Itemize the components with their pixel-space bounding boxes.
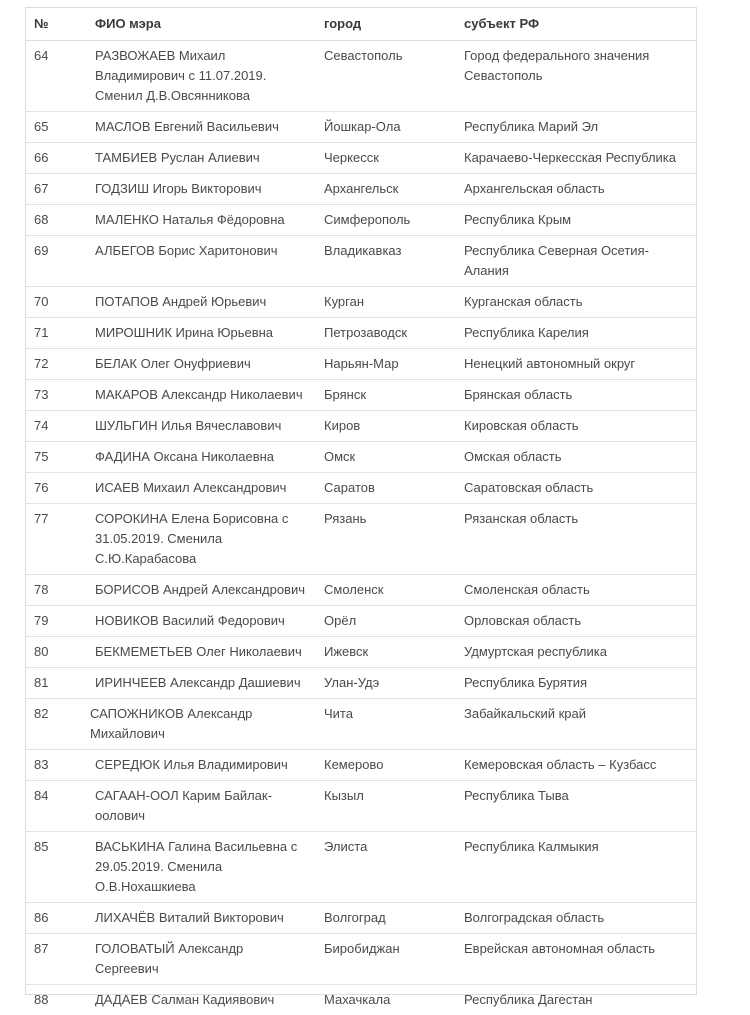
cell-name: МАСЛОВ Евгений Васильевич [87,112,316,143]
table-row [26,668,696,699]
cell-subject: Кировская область [456,411,696,442]
header-num: № [26,8,87,41]
cell-num: 66 [26,143,87,174]
cell-subject: Саратовская область [456,473,696,504]
cell-name: МИРОШНИК Ирина Юрьевна [87,318,316,349]
cell-num: 69 [26,236,87,287]
cell-subject: Омская область [456,442,696,473]
table-header [26,8,696,41]
cell-name: СОРОКИНА Елена Борисовна с 31.05.2019. Сменила С.Ю.Карабасова [87,504,316,575]
cell-name: БЕКМЕМЕТЬЕВ Олег Николаевич [87,637,316,668]
cell-city: Смоленск [316,575,456,606]
cell-num: 84 [26,781,87,832]
cell-name: АЛБЕГОВ Борис Харитонович [87,236,316,287]
cell-city: Омск [316,442,456,473]
header-row [26,8,696,41]
cell-name: ИРИНЧЕЕВ Александр Дашиевич [87,668,316,699]
cell-city: Йошкар-Ола [316,112,456,143]
cell-name: МАЛЕНКО Наталья Фёдоровна [87,205,316,236]
cell-name: ЛИХАЧЁВ Виталий Викторович [87,903,316,934]
cell-subject: Республика Тыва [456,781,696,832]
cell-city: Улан-Удэ [316,668,456,699]
cell-subject: Республика Дагестан [456,985,696,1015]
cell-city: Орёл [316,606,456,637]
table-row [26,143,696,174]
cell-city: Волгоград [316,903,456,934]
cell-name: ФАДИНА Оксана Николаевна [87,442,316,473]
cell-num: 80 [26,637,87,668]
cell-city: Биробиджан [316,934,456,985]
header-subject: субъект РФ [456,8,696,41]
header-city: город [316,8,456,41]
cell-city: Черкесск [316,143,456,174]
table-row [26,575,696,606]
mayors-table [26,8,696,1015]
cell-num: 86 [26,903,87,934]
cell-city: Чита [316,699,456,750]
cell-subject: Еврейская автономная область [456,934,696,985]
cell-name: ГОЛОВАТЫЙ Александр Сергеевич [87,934,316,985]
cell-city: Элиста [316,832,456,903]
table-row [26,236,696,287]
cell-name: БЕЛАК Олег Онуфриевич [87,349,316,380]
cell-subject: Республика Бурятия [456,668,696,699]
cell-city: Владикавказ [316,236,456,287]
cell-name: ШУЛЬГИН Илья Вячеславович [87,411,316,442]
cell-num: 88 [26,985,87,1015]
cell-num: 64 [26,41,87,112]
cell-subject: Кемеровская область – Кузбасс [456,750,696,781]
cell-num: 70 [26,287,87,318]
cell-num: 74 [26,411,87,442]
cell-subject: Рязанская область [456,504,696,575]
cell-city: Ижевск [316,637,456,668]
cell-subject: Город федерального значения Севастополь [456,41,696,112]
cell-name: БОРИСОВ Андрей Александрович [87,575,316,606]
table-row [26,985,696,1015]
cell-subject: Ненецкий автономный округ [456,349,696,380]
cell-num: 75 [26,442,87,473]
cell-city: Петрозаводск [316,318,456,349]
cell-subject: Удмуртская республика [456,637,696,668]
cell-subject: Республика Калмыкия [456,832,696,903]
cell-subject: Брянская область [456,380,696,411]
table-row [26,112,696,143]
cell-subject: Республика Марий Эл [456,112,696,143]
cell-city: Махачкала [316,985,456,1015]
cell-city: Севастополь [316,41,456,112]
cell-subject: Республика Крым [456,205,696,236]
cell-city: Архангельск [316,174,456,205]
table-row [26,832,696,903]
cell-num: 78 [26,575,87,606]
cell-subject: Волгоградская область [456,903,696,934]
cell-num: 81 [26,668,87,699]
cell-subject: Смоленская область [456,575,696,606]
cell-city: Нарьян-Мар [316,349,456,380]
cell-num: 65 [26,112,87,143]
table-row [26,781,696,832]
cell-city: Симферополь [316,205,456,236]
cell-subject: Республика Северная Осетия-Алания [456,236,696,287]
cell-num: 72 [26,349,87,380]
cell-city: Рязань [316,504,456,575]
cell-city: Кемерово [316,750,456,781]
cell-num: 73 [26,380,87,411]
cell-num: 67 [26,174,87,205]
cell-name: ТАМБИЕВ Руслан Алиевич [87,143,316,174]
cell-num: 79 [26,606,87,637]
cell-subject: Карачаево-Черкесская Республика [456,143,696,174]
table-row [26,174,696,205]
cell-name: НОВИКОВ Василий Федорович [87,606,316,637]
cell-name: ВАСЬКИНА Галина Васильевна с 29.05.2019. Сменила О.В.Нохашкиева [87,832,316,903]
table-row [26,934,696,985]
cell-num: 77 [26,504,87,575]
table-row [26,903,696,934]
cell-name: ИСАЕВ Михаил Александрович [87,473,316,504]
cell-city: Брянск [316,380,456,411]
cell-city: Курган [316,287,456,318]
cell-num: 76 [26,473,87,504]
cell-name: ПОТАПОВ Андрей Юрьевич [87,287,316,318]
cell-name: РАЗВОЖАЕВ Михаил Владимирович с 11.07.2019. Сменил Д.В.Овсянникова [87,41,316,112]
cell-name: ГОДЗИШ Игорь Викторович [87,174,316,205]
table-row [26,442,696,473]
mayors-table-container [25,7,697,995]
cell-subject: Курганская область [456,287,696,318]
cell-num: 83 [26,750,87,781]
cell-subject: Республика Карелия [456,318,696,349]
table-row [26,473,696,504]
table-row [26,750,696,781]
table-row [26,637,696,668]
table-row [26,380,696,411]
table-row [26,287,696,318]
cell-subject: Забайкальский край [456,699,696,750]
table-row [26,205,696,236]
table-row [26,699,696,750]
table-row [26,411,696,442]
cell-num: 82 [26,699,87,750]
table-row [26,41,696,112]
cell-subject: Архангельская область [456,174,696,205]
cell-name: СЕРЕДЮК Илья Владимирович [87,750,316,781]
table-row [26,349,696,380]
cell-city: Саратов [316,473,456,504]
cell-subject: Орловская область [456,606,696,637]
table-body [26,41,696,1015]
header-name: ФИО мэра [87,8,316,41]
table-row [26,504,696,575]
cell-num: 68 [26,205,87,236]
table-row [26,606,696,637]
cell-city: Киров [316,411,456,442]
cell-name: ДАДАЕВ Салман Кадиявович [87,985,316,1015]
cell-name: МАКАРОВ Александр Николаевич [87,380,316,411]
cell-num: 85 [26,832,87,903]
cell-num: 87 [26,934,87,985]
table-row [26,318,696,349]
cell-num: 71 [26,318,87,349]
cell-name: САПОЖНИКОВ Александр Михайлович [87,699,316,750]
cell-name: САГААН-ООЛ Карим Байлак-оолович [87,781,316,832]
cell-city: Кызыл [316,781,456,832]
